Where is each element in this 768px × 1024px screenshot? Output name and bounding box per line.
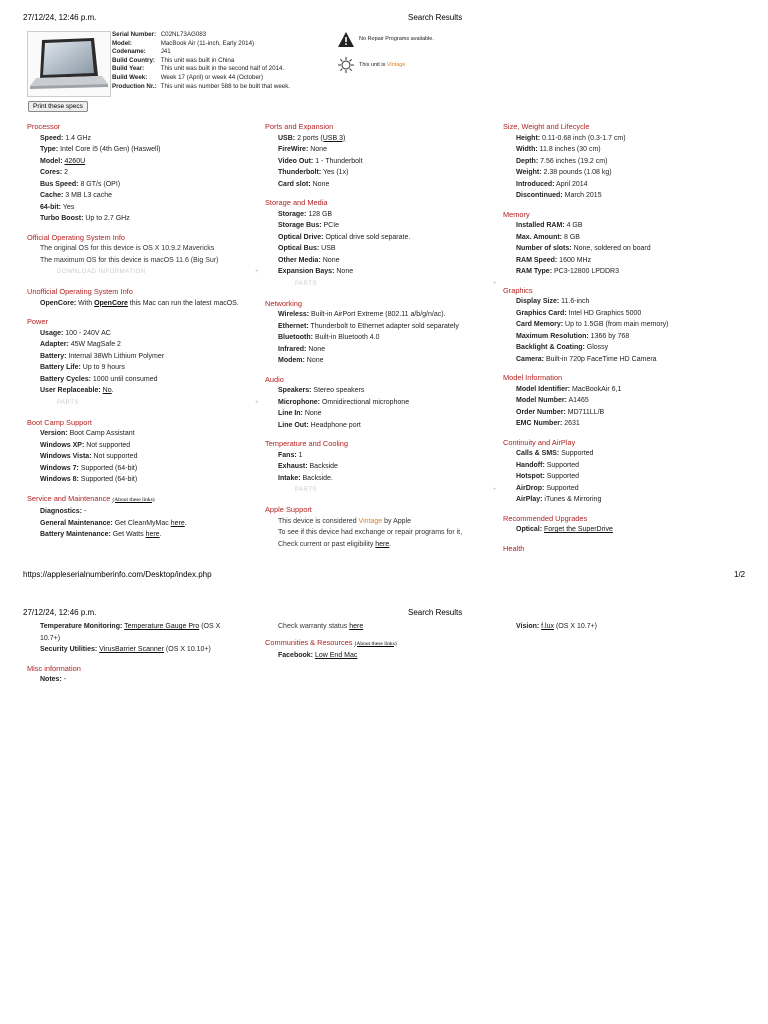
spec-table-row [112,65,294,74]
spec-row: Intake: Backside. [278,474,333,482]
spec-row: Height: 0.11-0.68 inch (0.3-1.7 cm) [516,134,626,142]
column-3 [503,121,735,554]
spec-value: MacBook Air (11-inch, Early 2014) [160,39,255,47]
spec-row: Width: 11.8 inches (30 cm) [516,146,601,153]
parts-label: PARTS [295,280,317,287]
spec-table-row [112,40,294,49]
vintage-notice [359,62,405,68]
superdrive-link[interactable]: Forget the SuperDrive [544,526,613,533]
spec-row: Optical Bus: USB [278,245,336,252]
spec-row: Bluetooth: Built-in Bluetooth 4.0 [278,334,380,341]
print-page-title-page2: Search Results [408,608,463,617]
spec-row: Temperature Monitoring: Temperature Gauge Pro (OS X 10.7+) [40,623,221,642]
spec-row: Number of slots: None, soldered on board [516,245,651,252]
spec-row: User Replaceable: No. [40,387,114,394]
spec-row: Maximum Resolution: 1366 by 768 [516,332,630,340]
plus-icon: + [492,487,497,493]
spec-row: AirDrop: Supported [516,484,579,492]
memory-heading: Memory [503,209,530,219]
repair-programs-notice: No Repair Programs available. [359,36,434,42]
official-os-heading: Official Operating System Info [27,232,126,242]
spec-row: Expansion Bays: None [278,268,354,275]
os-maximum: The maximum OS for this device is macOS 11.6 (Big Sur) [40,256,219,264]
spec-row: Battery Life: Up to 9 hours [40,364,125,371]
about-links[interactable]: (About these links) [354,640,397,647]
spec-row: Handoff: Supported [516,461,580,469]
spec-key: Codename: [112,48,146,56]
spec-row: Modem: None [278,357,324,364]
unofficial-os-heading: Unofficial Operating System Info [27,287,133,296]
spec-row: Model Identifier: MacBookAir 6,1 [516,385,622,393]
spec-row: Bus Speed: 8 GT/s (OPI) [40,180,121,188]
spec-value: This unit was number 588 to be built that week. [160,82,291,90]
cleanmymac-link[interactable]: here [170,519,185,527]
parts-label: PARTS [295,487,317,493]
spec-table-row [112,48,294,57]
spec-table-row [112,31,294,40]
eligibility-link[interactable]: here [375,540,390,548]
user-replaceable-link[interactable]: No [102,387,112,394]
service-heading: Service and Maintenance (About these links) [27,493,155,503]
spec-row: Card Memory: Up to 1.5GB (from main memory) [516,321,669,328]
spec-key: Build Country: [112,56,155,64]
spec-row: Usage: 100 - 240V AC [40,329,111,337]
print-url: https://appleserialnumberinfo.com/Desktop/index.php [23,570,212,579]
health-heading: Health [503,543,525,553]
spec-row: Max. Amount: 8 GB [516,233,580,241]
spec-row: Fans: 1 [278,451,303,459]
spec-key: Build Year: [112,65,145,73]
spec-value: This unit was built in China [160,56,235,64]
print-page-title: Search Results [408,13,463,22]
spec-row: Windows Vista: Not supported [40,453,138,460]
spec-row: Wireless: Built-in AirPort Extreme (802.11 a/b/g/n/ac). [278,311,446,318]
spec-table-row [112,57,294,66]
spec-value: Week 17 (April) or week 44 (October) [160,73,264,81]
spec-row: Storage: 128 GB [278,210,333,218]
spec-key: Model: [112,39,132,47]
usb3-link[interactable]: (USB 3) [320,134,346,142]
spec-row: Windows 7: Supported (64-bit) [40,464,138,472]
spec-row: Hotspot: Supported [516,473,580,480]
spec-row: Weight: 2.38 pounds (1.08 kg) [516,169,612,176]
spec-row: Windows 8: Supported (64-bit) [40,476,138,483]
spec-row: Speed: 1.4 GHz [40,134,91,142]
spec-row: Thunderbolt: Yes (1x) [278,169,349,176]
serial-specs-table [112,31,294,91]
spec-row: Speakers: Stereo speakers [278,387,365,394]
vintage-label: Vintage [386,62,406,68]
spec-row: Introduced: April 2014 [516,180,588,188]
watts-link[interactable]: here [145,531,160,538]
spec-row: EMC Number: 2631 [516,420,580,427]
ports-heading: Ports and Expansion [265,122,334,131]
spec-key: Build Week: [112,73,148,81]
temperature-heading: Temperature and Cooling [265,439,348,448]
plus-icon: + [254,399,259,406]
spec-row: Model: 4260U [40,157,86,165]
spec-row: Line Out: Headphone port [278,421,361,429]
print-specs-button[interactable]: Print these specs [28,101,88,112]
spec-row: Battery Maintenance: Get Watts here. [40,531,162,538]
download-info-label: DOWNLOAD INFORMATION [57,269,146,275]
spec-row: Optical Drive: Optical drive sold separate. [278,233,411,241]
spec-row: Turbo Boost: Up to 2.7 GHz [40,215,130,222]
parts-toggle[interactable] [57,397,259,410]
power-heading: Power [27,317,48,326]
misc-heading: Misc information [27,663,81,673]
spec-value: C02NL73AG083 [160,31,207,38]
spec-row: Card slot: None [278,180,330,188]
parts-label: PARTS [57,399,79,406]
spec-row: Vision: f.lux (OS X 10.7+) [516,623,598,630]
size-heading: Size, Weight and Lifecycle [503,122,590,131]
continuity-heading: Continuity and AirPlay [503,437,576,447]
networking-heading: Networking [265,298,302,308]
spec-row: OpenCore: With OpenCore this Mac can run the latest macOS. [40,299,239,307]
spec-row: Model Number: A1465 [516,397,589,404]
graphics-heading: Graphics [503,285,533,295]
print-datetime: 27/12/24, 12:46 p.m. [23,13,97,22]
spec-table-row [112,74,294,83]
spec-row: Camera: Built-in 720p FaceTime HD Camera [516,355,657,363]
spec-row: AirPlay: iTunes & Mirroring [516,496,602,503]
spec-row: Notes: - [40,676,67,683]
spec-value: J41 [160,48,171,56]
parts-toggle[interactable] [295,484,497,497]
audio-heading: Audio [265,374,284,384]
about-links[interactable]: (About these links) [112,496,155,503]
spec-row: Display Size: 11.6-inch [516,298,590,305]
warranty-link[interactable]: here [349,623,364,630]
spec-row: Adapter: 45W MagSafe 2 [40,341,121,348]
spec-row: Exhaust: Backside [278,463,338,470]
spec-row: Ethernet: Thunderbolt to Ethernet adapter sold separately [278,322,459,330]
spec-row: Optical: Forget the SuperDrive [516,526,613,533]
spec-row: Infrared: None [278,345,326,353]
spec-row: Backlight & Coating: Glossy [516,344,609,351]
spec-row: Other Media: None [278,256,340,264]
print-page-number: 1/2 [734,570,746,579]
spec-row: Microphone: Omnidirectional microphone [278,398,410,406]
spec-row: Cache: 3 MB L3 cache [40,192,112,199]
spec-row: 64-bit: Yes [40,203,75,211]
spec-row: Cores: 2 [40,169,69,176]
storage-heading: Storage and Media [265,198,328,207]
spec-table-row [112,83,294,92]
spec-row: Battery: Internal 38Wh Lithium Polymer [40,352,165,360]
communities-heading: Communities & Resources (About these links) [265,637,397,647]
spec-row: RAM Speed: 1600 MHz [516,256,592,264]
spec-row: Installed RAM: 4 GB [516,222,583,229]
apple-support-heading: Apple Support [265,505,312,514]
spec-row: Depth: 7.56 inches (19.2 cm) [516,157,608,165]
os-original: The original OS for this device is OS X 10.9.2 Mavericks [40,245,215,252]
laptop-image [27,31,111,97]
model-info-heading: Model Information [503,373,563,382]
virusbarrier-link[interactable]: VirusBarrier Scanner [99,646,164,653]
upgrades-heading: Recommended Upgrades [503,513,588,523]
eligibility-text: Check current or past eligibility here. [278,540,392,548]
spec-row: Order Number: MD711LL/B [516,408,605,416]
plus-icon: + [492,280,497,287]
column-1 [27,121,259,541]
print-datetime-page2: 27/12/24, 12:46 p.m. [23,608,97,617]
spec-value: This unit was built in the second half of 2014. [160,65,285,73]
page2-column-3 [503,621,735,633]
support-text: To see if this device had exchange or repair programs for it, [278,529,463,536]
spec-row: Storage Bus: PCIe [278,222,340,229]
warranty-text: Check warranty status here [278,623,364,630]
spec-row: Video Out: 1 - Thunderbolt [278,157,363,165]
bootcamp-heading: Boot Camp Support [27,417,92,427]
parts-toggle[interactable] [295,278,497,291]
spec-row: Calls & SMS: Supported [516,450,594,457]
spec-key: Production Nr.: [112,82,157,90]
vintage-icon [338,57,354,73]
spec-row: FireWire: None [278,146,327,153]
vintage-status: This device is considered Vintage by Apple [278,517,411,525]
page2-column-2 [265,621,497,662]
processor-heading: Processor [27,122,61,131]
page2-column-1 [27,621,237,686]
facebook-link[interactable]: Low End Mac [314,652,358,659]
vintage-prefix: This unit is [359,62,387,68]
opencore-link[interactable]: OpenCore [94,299,128,307]
spec-row: Battery Cycles: 1000 until consumed [40,375,158,383]
spec-row: Diagnostics: - [40,508,87,515]
spec-row: Facebook: Low End Mac [278,652,358,659]
spec-row: Security Utilities: VirusBarrier Scanner (OS X 10.10+) [40,646,211,653]
spec-row: Type: Intel Core i5 (4th Gen) (Haswell) [40,146,161,153]
model-link[interactable]: 4260U [64,157,86,165]
spec-row: Windows XP: Not supported [40,441,131,449]
flux-link[interactable]: f.lux [541,623,555,630]
spec-row: Version: Boot Camp Assistant [40,430,135,437]
spec-row: Discontinued: March 2015 [516,192,602,199]
column-2 [265,121,497,550]
spec-key: Serial Number: [112,31,157,38]
plus-icon: + [254,269,259,275]
download-info-toggle[interactable] [57,266,259,279]
spec-row: RAM Type: PC3-12800 LPDDR3 [516,268,619,275]
spec-row: Line In: None [278,410,322,417]
spec-row: General Maintenance: Get CleanMyMac here. [40,519,187,527]
spec-row: USB: 2 ports (USB 3) [278,134,346,142]
warning-icon [338,32,356,48]
spec-row: Graphics Card: Intel HD Graphics 5000 [516,309,642,317]
temperature-gauge-link[interactable]: Temperature Gauge Pro [124,623,200,630]
